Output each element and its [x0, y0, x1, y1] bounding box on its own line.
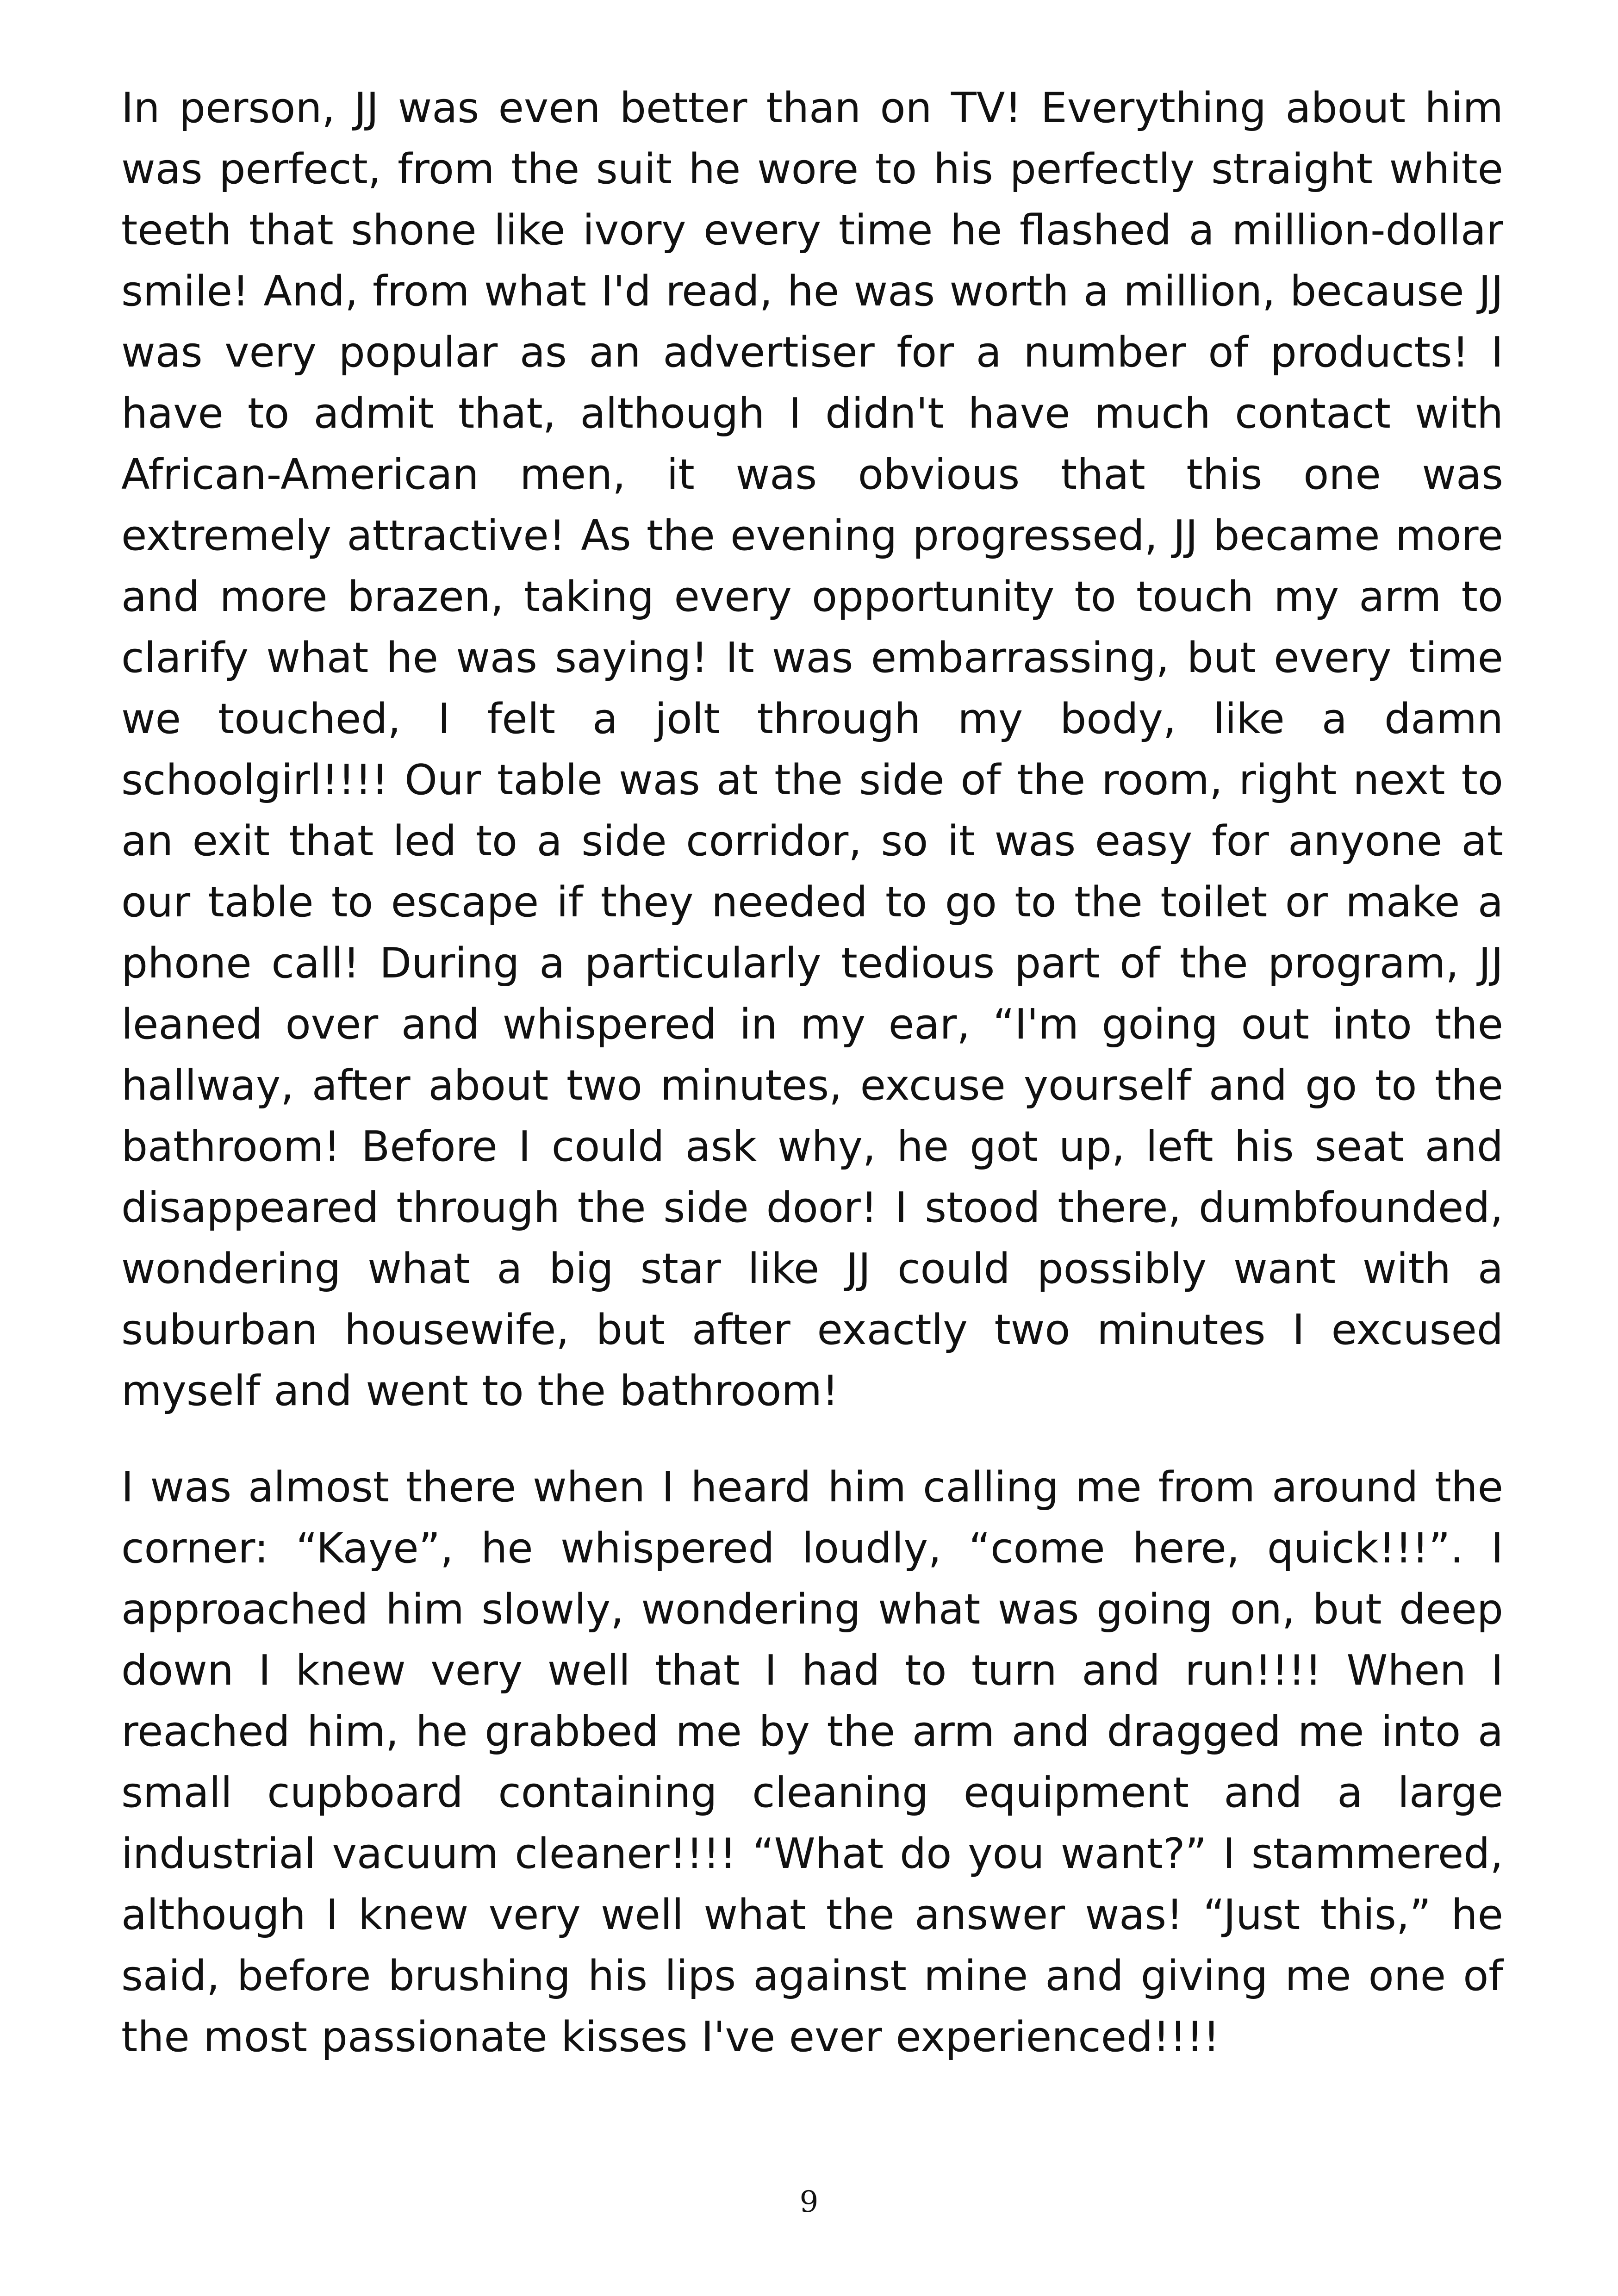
paragraph-2: I was almost there when I heard him calling me from around the corner: “Kaye”, he whispered loudly, “come here, quick!!!”. I approached him slowly, wondering what was going on, but deep down I knew very well that I had to turn and run!!!! When I reached him, he grabbed me by the arm and dragged me into a small cupboard containing cleaning equipment and a large industrial vacuum cleaner!!!! “What do you want?” I stammered, although I knew very well what the answer was! “Just this,” he said, before brushing his lips against mine and giving me one of the most passionate kisses I've ever experienced!!!! — [121, 1463, 1503, 2061]
page-number: 9 — [799, 2185, 819, 2219]
paragraph-1: In person, JJ was even better than on TV! Everything about him was perfect, from the suit he wore to his perfectly straight white teeth that shone like ivory every time he flashed a million-dollar smile! And, from what I'd read, he was worth a million, because JJ was very popular as an advertiser for a number of products! I have to admit that, although I didn't have much contact with African-American men, it was obvious that this one was extremely attractive! As the evening progressed, JJ became more and more brazen, taking every opportunity to touch my arm to clarify what he was saying! It was embarrassing, but every time we touched, I felt a jolt through my body, like a damn schoolgirl!!!! Our table was at the side of the room, right next to an exit that led to a side corridor, so it was easy for anyone at our table to escape if they needed to go to the toilet or make a phone call! During a particularly tedious part of the program, JJ leaned over and whispered in my ear, “I'm going out into the hallway, after about two minutes, excuse yourself and go to the bathroom! Before I could ask why, he got up, left his seat and disappeared through the side door! I stood there, dumbfounded, wondering what a big star like JJ could possibly want with a suburban housewife, but after exactly two minutes I excused myself and went to the bathroom! — [121, 84, 1503, 1415]
body-text — [121, 78, 1503, 2103]
